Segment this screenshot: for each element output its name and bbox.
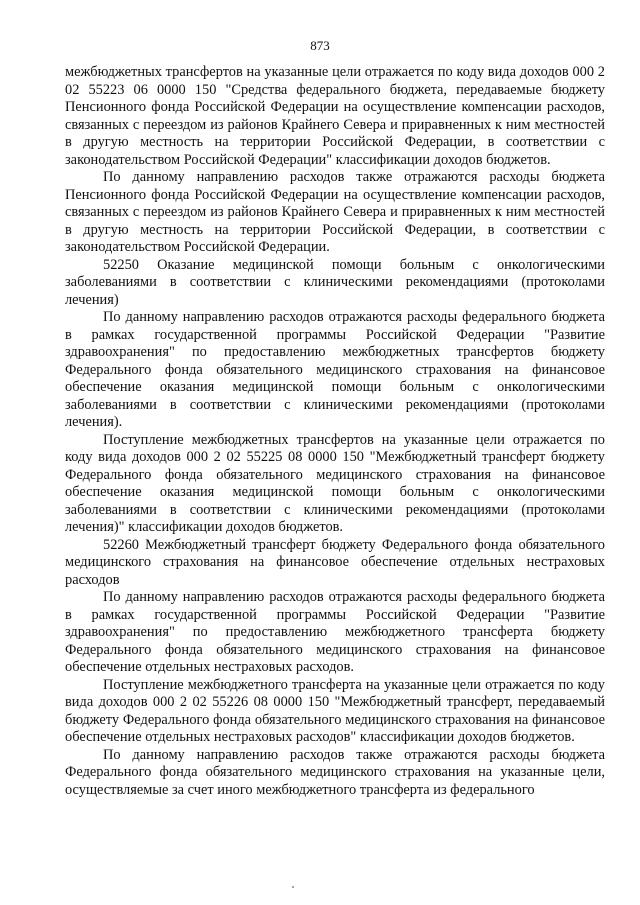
- paragraph: По данному направлению расходов отражаются расходы федерального бюджета в рамках государственной программы Российской Федерации "Развитие здравоохранения" по предоставлению межбюджетных трансфертов бюджету Федерального фонда обязательного медицинского страхования на финансовое обеспечение оказания медицинской помощи больным с онкологическими заболеваниями в соответствии с клиническими рекомендациями (протоколами лечения).: [65, 309, 605, 430]
- page-number: 873: [310, 38, 330, 53]
- paragraph: По данному направлению расходов отражаются расходы федерального бюджета в рамках государственной программы Российской Федерации "Развитие здравоохранения" по предоставлению межбюджетного трансферта бюджету Федерального фонда обязательного медицинского страхования на финансовое обеспечение отдельных нестраховых расходов.: [65, 589, 605, 675]
- paragraph: Поступление межбюджетного трансферта на указанные цели отражается по коду вида доходов 000 2 02 55226 08 0000 150 "Межбюджетный трансферт, передаваемый бюджету Федерального фонда обязательного медицинского страхования на финансовое обеспечение отдельных нестраховых расходов" классификации доходов бюджетов.: [65, 676, 605, 745]
- paragraph-continuation: межбюджетных трансфертов на указанные цели отражается по коду вида доходов 000 2 02 55223 06 0000 150 "Средства федерального бюджета, передаваемые бюджету Пенсионного фонда Российской Федерации на осуществление компенсации расходов, связанных с переездом из районов Крайнего Севера и приравненных к ним местностей в другую местность на территории Российской Федерации, в соответствии с законодательством Российской Федерации" классификации доходов бюджетов.: [65, 64, 605, 168]
- paragraph: Поступление межбюджетных трансфертов на указанные цели отражается по коду вида доходов 000 2 02 55225 08 0000 150 "Межбюджетный трансферт бюджету Федерального фонда обязательного медицинского страхования на финансовое обеспечение оказания медицинской помощи больным с онкологическими заболеваниями в соответствии с клиническими рекомендациями (протоколами лечения)" классификации доходов бюджетов.: [65, 431, 605, 535]
- paragraph: По данному направлению расходов также отражаются расходы бюджета Пенсионного фонда Российской Федерации на осуществление компенсации расходов, связанных с переездом из районов Крайнего Севера и приравненных к ним местностей в другую местность на территории Российской Федерации, в соответствии с законодательством Российской Федерации.: [65, 169, 605, 255]
- paragraph: По данному направлению расходов также отражаются расходы бюджета Федерального фонда обязательного медицинского страхования на указанные цели, осуществляемые за счет иного межбюджетного трансферта из федерального: [65, 746, 605, 798]
- section-heading-52260: 52260 Межбюджетный трансферт бюджету Федерального фонда обязательного медицинского страхования на финансовое обеспечение отдельных нестраховых расходов: [65, 536, 605, 588]
- document-body: [65, 64, 605, 799]
- scan-speck: [292, 886, 294, 888]
- section-heading-52250: 52250 Оказание медицинской помощи больным с онкологическими заболеваниями в соответствии с клиническими рекомендациями (протоколами лечения): [65, 256, 605, 308]
